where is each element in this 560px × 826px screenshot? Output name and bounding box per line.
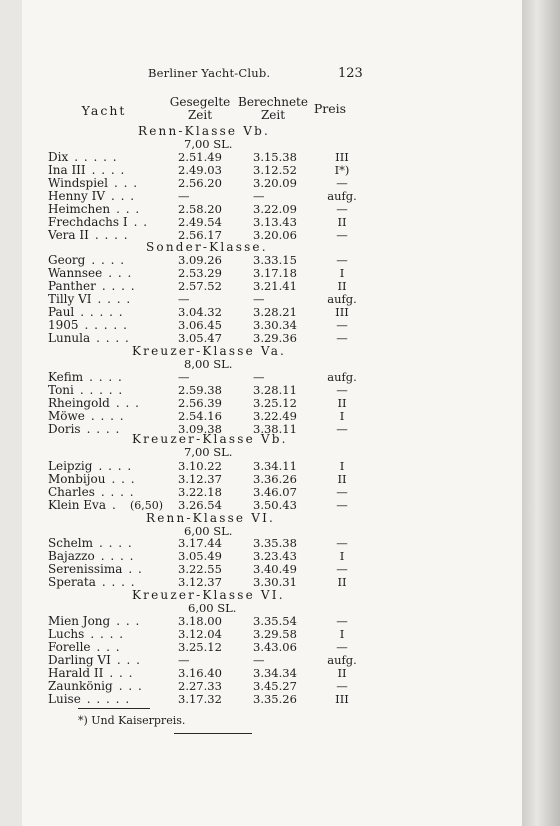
yacht-name: Monbijou: [48, 472, 106, 487]
leader-dots: . . . .: [98, 459, 133, 473]
leader-dots: . . .: [111, 189, 136, 204]
computed-time: 3.13.43: [253, 215, 297, 230]
yacht-name: Frechdachs I: [48, 215, 128, 230]
yacht-name: Tilly VI: [48, 292, 92, 307]
result-row: [0, 203, 560, 216]
prize: II: [337, 575, 347, 590]
computed-time: 3.35.26: [253, 692, 297, 707]
computed-time: 3.35.54: [253, 614, 297, 628]
leader-dots: . . . .: [91, 253, 126, 267]
yacht-name: Ina III: [48, 163, 86, 178]
computed-time: 3.20.06: [253, 228, 297, 243]
sailed-time: 2.59.38: [178, 383, 222, 398]
column-header-computed-text: Berechnete Zeit: [238, 95, 308, 122]
leader-dots: . .: [128, 562, 143, 577]
yacht-name: Heimchen: [48, 202, 111, 217]
result-row: [0, 229, 560, 242]
sailed-time: 2.49.54: [178, 215, 222, 230]
computed-time: 3.34.34: [253, 666, 297, 681]
computed-time: 3.43.06: [253, 640, 297, 655]
sailed-time: 3.17.44: [178, 536, 222, 550]
yacht-name: Doris: [48, 422, 81, 437]
leader-dots: .: [111, 498, 117, 513]
yacht-name: Paul: [48, 305, 75, 320]
yacht-name: Toni: [48, 383, 74, 398]
prize: II: [337, 279, 347, 294]
computed-time: —: [253, 370, 265, 384]
page-number: 123: [338, 66, 363, 81]
yacht-name: Luise: [48, 692, 81, 707]
sailed-time: 3.04.32: [178, 305, 222, 320]
leader-dots: . . .: [118, 679, 143, 694]
sailed-time: 2.56.20: [178, 176, 222, 191]
sailed-time: 3.05.47: [178, 331, 222, 346]
sailed-time: 2.54.16: [178, 409, 222, 424]
result-row: [0, 397, 560, 410]
leader-dots: . . .: [111, 472, 136, 487]
prize: —: [336, 228, 348, 243]
result-row: [0, 293, 560, 306]
leader-dots: . .: [133, 215, 149, 230]
result-row: [0, 254, 560, 267]
prize: —: [336, 202, 348, 217]
prize: —: [336, 614, 348, 628]
result-row: [0, 628, 560, 641]
result-row: [0, 460, 560, 473]
sailed-time: 3.22.55: [178, 562, 222, 577]
yacht-name: Schelm: [48, 536, 93, 550]
leader-dots: . . .: [108, 266, 133, 281]
leader-dots: . . .: [116, 653, 141, 668]
sailed-time: —: [178, 370, 190, 384]
class-handicap: 7,00 SL.: [184, 445, 233, 459]
result-row: [0, 164, 560, 177]
leader-dots: . . . .: [101, 575, 136, 590]
result-row: [0, 680, 560, 693]
result-row: [0, 486, 560, 499]
prize: —: [336, 318, 348, 333]
computed-time: 3.45.27: [253, 679, 297, 694]
sailed-time: 2.49.03: [178, 163, 222, 178]
prize: —: [336, 640, 348, 655]
sailed-time: 2.58.20: [178, 202, 222, 217]
prize: —: [336, 485, 348, 500]
sailed-time: 2.56.17: [178, 228, 222, 243]
sailed-time: 3.12.37: [178, 575, 222, 590]
prize: III: [335, 150, 349, 164]
computed-time: 3.50.43: [253, 498, 297, 513]
computed-time: 3.34.11: [253, 459, 297, 473]
prize: —: [336, 562, 348, 577]
result-row: [0, 563, 560, 576]
prize: —: [336, 176, 348, 191]
class-title: Kreuzer-Klasse Vb.: [132, 432, 288, 446]
result-row: [0, 371, 560, 384]
yacht-name: Henny IV: [48, 189, 106, 204]
yacht-handicap: (6,50): [130, 499, 164, 513]
sailed-time: 2.53.29: [178, 266, 222, 281]
yacht-name: Wannsee: [48, 266, 103, 281]
computed-time: 3.33.15: [253, 253, 297, 267]
class-title: Renn-Klasse Vb.: [138, 124, 270, 138]
class-handicap: 6,00 SL.: [184, 524, 233, 538]
class-title: Kreuzer-Klasse VI.: [132, 588, 285, 602]
computed-time: 3.23.43: [253, 549, 297, 564]
yacht-name: Luchs: [48, 627, 85, 642]
leader-dots: . . .: [96, 640, 121, 655]
result-row: [0, 615, 560, 628]
prize: —: [336, 383, 348, 398]
leader-dots: . . .: [116, 614, 141, 628]
computed-time: —: [253, 292, 265, 307]
leader-dots: . . . .: [99, 536, 133, 550]
yacht-name: Darling VI: [48, 653, 111, 668]
footnote: *) Und Kaiserpreis.: [78, 714, 186, 727]
yacht-name: Bajazzo: [48, 549, 95, 564]
sailed-time: 3.12.37: [178, 472, 222, 487]
yacht-name: Vera II: [48, 228, 89, 243]
sailed-time: 3.18.00: [178, 614, 222, 628]
leader-dots: . . . .: [100, 549, 135, 564]
leader-dots: . . . .: [86, 422, 121, 437]
result-row: [0, 306, 560, 319]
result-row: [0, 151, 560, 164]
computed-time: 3.29.36: [253, 331, 297, 346]
computed-time: 3.20.09: [253, 176, 297, 191]
leader-dots: . . . .: [90, 409, 125, 424]
result-row: [0, 280, 560, 293]
computed-time: 3.15.38: [253, 150, 297, 164]
sailed-time: —: [178, 189, 190, 204]
computed-time: 3.40.49: [253, 562, 297, 577]
column-header-prize: Preis: [313, 101, 347, 116]
yacht-name: Georg: [48, 253, 86, 267]
yacht-name: Leipzig: [48, 459, 93, 473]
computed-time: 3.36.26: [253, 472, 297, 487]
yacht-name: Charles: [48, 485, 95, 500]
leader-dots: . . . . .: [80, 305, 124, 320]
result-row: [0, 550, 560, 563]
sailed-time: 3.05.49: [178, 549, 222, 564]
prize: I: [339, 627, 345, 642]
footnote-rule: [78, 708, 150, 709]
sailed-time: 3.12.04: [178, 627, 222, 642]
result-row: [0, 667, 560, 680]
sailed-time: 3.22.18: [178, 485, 222, 500]
computed-time: 3.30.34: [253, 318, 297, 333]
prize: aufg.: [327, 292, 357, 307]
result-row: [0, 216, 560, 229]
sailed-time: 2.27.33: [178, 679, 222, 694]
prize: —: [336, 498, 348, 513]
computed-time: 3.22.09: [253, 202, 297, 217]
leader-dots: . . . . .: [79, 383, 124, 398]
leader-dots: . . .: [109, 666, 134, 681]
class-title: Renn-Klasse VI.: [146, 511, 276, 525]
computed-time: 3.28.11: [253, 383, 297, 398]
computed-time: 3.25.12: [253, 396, 297, 411]
prize: aufg.: [327, 189, 357, 204]
leader-dots: . . . .: [101, 279, 136, 294]
result-row: [0, 693, 560, 706]
result-row: [0, 499, 560, 512]
result-row: [0, 641, 560, 654]
leader-dots: . . . .: [96, 331, 130, 346]
result-row: [0, 473, 560, 486]
sailed-time: 2.51.49: [178, 150, 222, 164]
column-header-yacht: Yacht: [81, 103, 127, 118]
prize: —: [336, 536, 348, 550]
leader-dots: . . .: [115, 396, 140, 411]
computed-time: 3.21.41: [253, 279, 297, 294]
yacht-name: Lunula: [48, 331, 91, 346]
yacht-name: Kefim: [48, 370, 84, 384]
sailed-time: 3.06.45: [178, 318, 222, 333]
yacht-name: Klein Eva: [48, 498, 106, 513]
prize: aufg.: [327, 370, 357, 384]
leader-dots: . . . . .: [84, 318, 128, 333]
prize: III: [335, 305, 349, 320]
leader-dots: . . . . .: [86, 692, 131, 707]
sailed-time: 3.09.38: [178, 422, 222, 437]
yacht-name: Panther: [48, 279, 96, 294]
result-row: [0, 267, 560, 280]
sailed-time: 3.26.54: [178, 498, 222, 513]
header-title: Berliner Yacht-Club.: [148, 66, 271, 80]
prize: —: [336, 253, 348, 267]
result-row: [0, 654, 560, 667]
prize: II: [337, 666, 347, 681]
prize: III: [335, 692, 349, 707]
result-row: [0, 319, 560, 332]
computed-time: 3.29.58: [253, 627, 297, 642]
end-rule: [174, 733, 252, 734]
sailed-time: —: [178, 653, 190, 668]
sailed-time: 3.10.22: [178, 459, 222, 473]
leader-dots: . . . . .: [74, 150, 118, 164]
yacht-name: Dix: [48, 150, 69, 164]
class-title: Kreuzer-Klasse Va.: [132, 344, 287, 358]
column-header-sailed-time: [160, 96, 240, 122]
prize: —: [336, 679, 348, 694]
prize: I*): [334, 163, 350, 178]
sailed-time: 3.17.32: [178, 692, 222, 707]
computed-time: 3.22.49: [253, 409, 297, 424]
sailed-time: 3.25.12: [178, 640, 222, 655]
result-row: [0, 384, 560, 397]
leader-dots: . . . .: [100, 485, 135, 500]
class-title: Sonder-Klasse.: [146, 240, 268, 254]
yacht-name: Mien Jong: [48, 614, 111, 628]
prize: I: [339, 549, 345, 564]
prize: II: [337, 396, 347, 411]
leader-dots: . . . .: [91, 163, 126, 178]
sailed-time: 3.09.26: [178, 253, 222, 267]
prize: I: [339, 409, 345, 424]
prize: I: [339, 266, 345, 281]
sailed-time: 2.57.52: [178, 279, 222, 294]
yacht-name: 1905: [48, 318, 79, 333]
result-row: [0, 537, 560, 550]
yacht-name: Sperata: [48, 575, 96, 590]
computed-time: 3.46.07: [253, 485, 297, 500]
sailed-time: —: [178, 292, 190, 307]
leader-dots: . . . .: [94, 228, 129, 243]
computed-time: —: [253, 653, 265, 668]
yacht-name: Rheingold: [48, 396, 110, 411]
class-handicap: 7,00 SL.: [184, 137, 233, 151]
prize: II: [337, 472, 347, 487]
computed-time: 3.17.18: [253, 266, 297, 281]
computed-time: 3.38.11: [253, 422, 297, 437]
yacht-name: Zaunkönig: [48, 679, 113, 694]
class-handicap: 6,00 SL.: [188, 601, 237, 615]
yacht-name: Möwe: [48, 409, 85, 424]
class-handicap: 8,00 SL.: [184, 357, 233, 371]
prize: I: [339, 459, 345, 473]
leader-dots: . . .: [114, 176, 139, 191]
computed-time: 3.12.52: [253, 163, 297, 178]
leader-dots: . . . .: [90, 627, 125, 642]
leader-dots: . . .: [116, 202, 141, 217]
computed-time: 3.30.31: [253, 575, 297, 590]
yacht-name: Serenissima: [48, 562, 123, 577]
leader-dots: . . . .: [89, 370, 123, 384]
column-header-sailed-text: Gesegelte Zeit: [169, 95, 231, 122]
prize: aufg.: [327, 653, 357, 668]
yacht-name: Harald II: [48, 666, 104, 681]
yacht-name: Forelle: [48, 640, 91, 655]
sailed-time: 2.56.39: [178, 396, 222, 411]
leader-dots: . . . .: [97, 292, 132, 307]
computed-time: —: [253, 189, 265, 204]
column-header-computed-time: [233, 96, 313, 122]
result-row: [0, 177, 560, 190]
yacht-name: Windspiel: [48, 176, 108, 191]
result-row: [0, 190, 560, 203]
result-row: [0, 410, 560, 423]
prize: —: [336, 422, 348, 437]
computed-time: 3.28.21: [253, 305, 297, 320]
computed-time: 3.35.38: [253, 536, 297, 550]
sailed-time: 3.16.40: [178, 666, 222, 681]
prize: II: [337, 215, 347, 230]
running-header: [0, 66, 560, 86]
prize: —: [336, 331, 348, 346]
